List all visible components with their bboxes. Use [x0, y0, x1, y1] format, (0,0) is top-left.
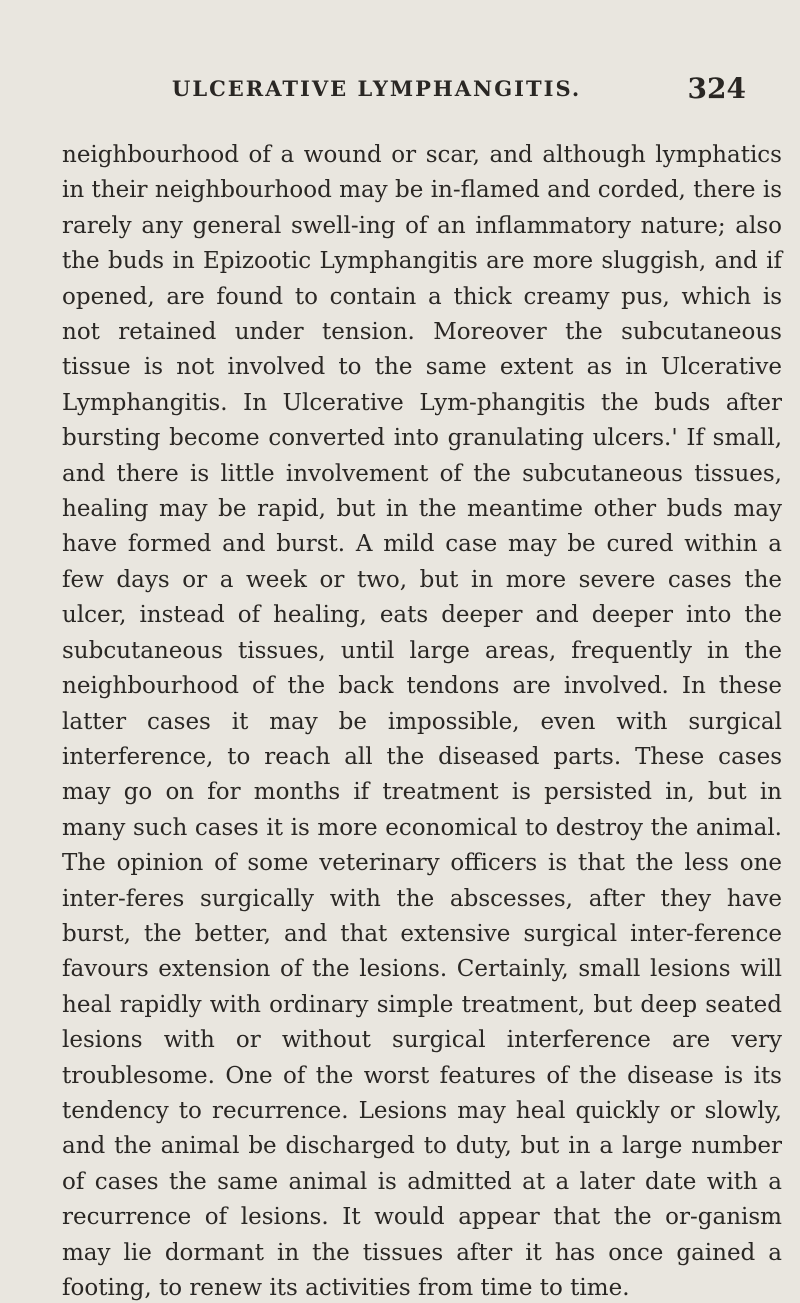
paragraph: neighbourhood of a wound or scar, and although lymphatics in their neighbourhood may be in-flamed and corded, there is rarely any general swell-ing of an inflammatory nature; also the buds in Epizootic Lymphangitis are more sluggish, and if opened, are found to contain a thick creamy pus, which is not retained under tension. Moreover the subcutaneous tissue is not involved to the same extent as in Ulcerative Lymphangitis. In Ulcerative Lym-phangitis the buds after bursting become converted into granulating ulcers.' If small, and there is little involvement of the subcutaneous tissues, healing may be rapid, but in the meantime other buds may have formed and burst. A mild case may be cured within a few days or a week or two, but in more severe cases the ulcer, instead of healing, eats deeper and deeper into the subcutaneous tissues, until large areas, frequently in the neighbourhood of the back tendons are involved. In these latter cases it may be impossible, even with surgical interference, to reach all the diseased parts. These cases may go on for months if treatment is persisted in, but in many such cases it is more economical to destroy the animal. The opinion of some veterinary officers is that the less one inter-feres surgically with the abscesses, after they have burst, the better, and that extensive surgical inter-ference favours extension of the lesions. Certainly, small lesions will heal rapidly with ordinary simple treatment, but deep seated lesions with or without surgical interference are very troublesome. One of the worst features of the disease is its tendency to recurrence. Lesions may heal quickly or slowly, and the animal be discharged to duty, but in a large number of cases the same animal is admitted at a later date with a recurrence of lesions. It would appear that the or-ganism may lie dormant in the tissues after it has once gained a footing, to renew its activities from time to time.	[62, 142, 782, 1301]
body-text	[62, 138, 782, 1303]
page-number: 324	[687, 72, 746, 105]
running-head	[60, 72, 762, 116]
running-head-title: ULCERATIVE LYMPHANGITIS.	[172, 76, 582, 101]
